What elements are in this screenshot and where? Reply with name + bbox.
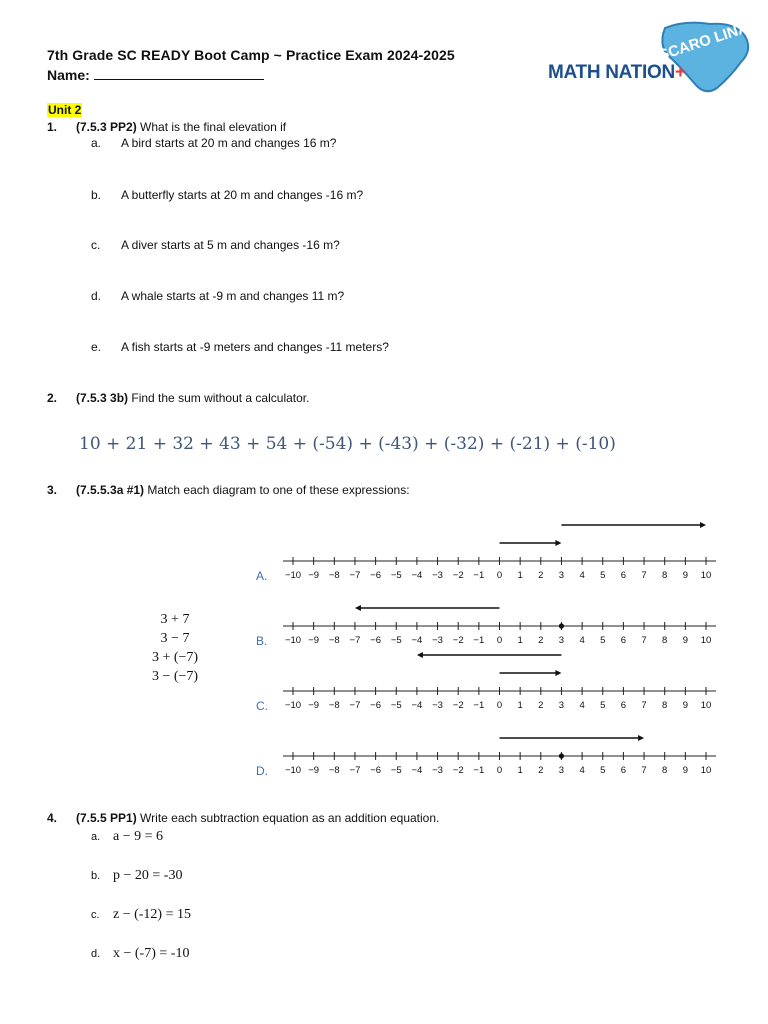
tick-label: −3 — [432, 700, 443, 711]
tick-label: 2 — [538, 765, 544, 776]
tick-label: 9 — [682, 765, 688, 776]
tick-label: −1 — [473, 635, 485, 646]
tick-label: −9 — [308, 765, 320, 776]
tick-label: −10 — [284, 635, 302, 646]
tick-label: −7 — [349, 635, 361, 646]
tick-label: 9 — [682, 700, 688, 711]
tick-label: 1 — [517, 765, 523, 776]
tick-label: −6 — [370, 635, 382, 646]
question-1-code: (7.5.3 PP2) — [76, 120, 137, 134]
q1-item-b-letter: b. — [91, 188, 102, 202]
tick-label: 2 — [538, 570, 544, 581]
tick-label: 8 — [662, 570, 668, 581]
tick-label: −2 — [452, 570, 464, 581]
tick-label: −4 — [411, 765, 423, 776]
tick-label: −2 — [452, 635, 464, 646]
tick-label: −6 — [370, 765, 382, 776]
tick-label: 5 — [600, 700, 606, 711]
question-2-number: 2. — [47, 391, 58, 405]
q4-item-d-letter: d. — [91, 948, 101, 960]
diagram-c-label: C. — [256, 699, 268, 713]
tick-label: 0 — [496, 700, 503, 711]
q1-item-d-letter: d. — [91, 289, 102, 303]
tick-label: −2 — [452, 765, 464, 776]
worksheet-title: 7th Grade SC READY Boot Camp ~ Practice Exam 2024-2025 — [47, 47, 455, 63]
tick-label: 4 — [579, 570, 585, 581]
q4-item-d-equation: x − (-7) = -10 — [113, 946, 190, 961]
tick-label: 7 — [641, 635, 647, 646]
tick-label: 1 — [517, 700, 523, 711]
tick-label: −5 — [390, 635, 402, 646]
diagram-b-label: B. — [256, 634, 268, 648]
tick-label: 0 — [496, 570, 503, 581]
expression-4: 3 − (−7) — [151, 669, 199, 684]
tick-label: 3 — [558, 765, 565, 776]
question-4-number: 4. — [47, 811, 58, 825]
diagram-a-label: A. — [256, 569, 268, 583]
tick-label: −6 — [370, 700, 382, 711]
tick-label: −9 — [308, 635, 320, 646]
tick-label: 8 — [662, 765, 668, 776]
arrow-d-1-head — [638, 735, 644, 741]
tick-label: 9 — [682, 635, 688, 646]
point-dot — [559, 753, 564, 758]
q4-item-c-letter: c. — [91, 909, 100, 921]
question-4-prompt — [76, 811, 439, 825]
tick-label: 4 — [579, 635, 585, 646]
tick-label: 7 — [641, 765, 647, 776]
tick-label: 3 — [558, 570, 565, 581]
tick-label: 0 — [496, 765, 503, 776]
q1-item-a-text: A bird starts at 20 m and changes 16 m? — [121, 136, 337, 150]
arrow-a-1-head — [555, 540, 561, 546]
tick-label: 4 — [579, 765, 585, 776]
question-1-number: 1. — [47, 120, 58, 134]
point-dot — [559, 623, 564, 628]
tick-label: −3 — [432, 765, 443, 776]
tick-label: −10 — [284, 700, 302, 711]
q1-item-c-text: A diver starts at 5 m and changes -16 m? — [121, 238, 340, 252]
q1-item-a-letter: a. — [91, 136, 102, 150]
expression-1: 3 + 7 — [160, 612, 190, 627]
tick-label: −4 — [411, 700, 423, 711]
tick-label: 3 — [558, 700, 565, 711]
tick-label: 8 — [662, 635, 668, 646]
badge-text: SCARO LINA — [656, 19, 751, 65]
q4-item-a-equation: a − 9 = 6 — [113, 829, 164, 844]
question-4-text: Write each subtraction equation as an addition equation. — [140, 811, 440, 825]
tick-label: 10 — [700, 635, 712, 646]
tick-label: −7 — [349, 765, 361, 776]
tick-label: −8 — [328, 635, 340, 646]
tick-label: −7 — [349, 700, 361, 711]
q4-item-b-equation: p − 20 = -30 — [113, 868, 183, 883]
q4-item-c-equation: z − (-12) = 15 — [113, 907, 191, 922]
diagram-d-label: D. — [256, 764, 268, 778]
tick-label: −2 — [452, 700, 464, 711]
tick-label: 7 — [641, 700, 647, 711]
tick-label: 1 — [517, 635, 523, 646]
tick-label: 2 — [538, 635, 544, 646]
unit-heading: Unit 2 — [48, 103, 82, 117]
question-1-text: What is the final elevation if — [140, 120, 287, 134]
tick-label: 5 — [600, 765, 606, 776]
question-3-code: (7.5.5.3a #1) — [76, 483, 145, 497]
expression-2: 3 − 7 — [160, 631, 190, 646]
tick-label: 9 — [682, 570, 688, 581]
q4-item-b-letter: b. — [91, 870, 101, 882]
tick-label: −4 — [411, 570, 423, 581]
tick-label: −3 — [432, 570, 443, 581]
tick-label: −1 — [473, 570, 485, 581]
tick-label: 10 — [700, 700, 712, 711]
arrow-c-1-head — [555, 670, 561, 676]
tick-label: −6 — [370, 570, 382, 581]
tick-label: −1 — [473, 765, 485, 776]
q4-item-a-letter: a. — [91, 831, 101, 843]
q1-item-d-text: A whale starts at -9 m and changes 11 m? — [121, 289, 345, 303]
q1-item-e-text: A fish starts at -9 meters and changes -11 meters? — [121, 340, 389, 354]
arrow-a-2-head — [700, 522, 706, 528]
tick-label: −9 — [308, 700, 320, 711]
tick-label: 8 — [662, 700, 668, 711]
q1-item-e-letter: e. — [91, 340, 102, 354]
arrow-b-1-head — [355, 605, 361, 611]
tick-label: −10 — [284, 765, 302, 776]
tick-label: −7 — [349, 570, 361, 581]
question-4-code: (7.5.5 PP1) — [76, 811, 137, 825]
tick-label: −8 — [328, 765, 340, 776]
tick-label: 5 — [600, 570, 606, 581]
question-2-text: Find the sum without a calculator. — [131, 391, 310, 405]
tick-label: 0 — [496, 635, 503, 646]
tick-label: 5 — [600, 635, 606, 646]
tick-label: 7 — [641, 570, 647, 581]
tick-label: 6 — [620, 635, 627, 646]
tick-label: −5 — [390, 765, 402, 776]
tick-label: −8 — [328, 570, 340, 581]
tick-label: −3 — [432, 635, 443, 646]
tick-label: 6 — [620, 570, 627, 581]
tick-label: 2 — [538, 700, 544, 711]
arrow-c-2-head — [417, 652, 423, 658]
question-3-text: Match each diagram to one of these expressions: — [147, 483, 410, 497]
tick-label: 10 — [700, 570, 712, 581]
tick-label: −4 — [411, 635, 423, 646]
tick-label: −8 — [328, 700, 340, 711]
tick-label: 4 — [579, 700, 585, 711]
tick-label: 10 — [700, 765, 712, 776]
tick-label: −5 — [390, 570, 402, 581]
plus-icon: + — [674, 62, 686, 83]
tick-label: 6 — [620, 700, 627, 711]
question-2-code: (7.5.3 3b) — [76, 391, 129, 405]
tick-label: 1 — [517, 570, 523, 581]
tick-label: 3 — [558, 635, 565, 646]
tick-label: −10 — [284, 570, 302, 581]
sum-expression: 10 + 21 + 32 + 43 + 54 + (-54) + (-43) + (-32) + (-21) + (-10) — [79, 434, 616, 454]
tick-label: 6 — [620, 765, 627, 776]
tick-label: −1 — [473, 700, 485, 711]
tick-label: −5 — [390, 700, 402, 711]
logo-wordmark: MATH NATION — [548, 62, 675, 83]
q1-item-b-text: A butterfly starts at 20 m and changes -16 m? — [121, 188, 364, 202]
q1-item-c-letter: c. — [91, 238, 101, 252]
tick-label: −9 — [308, 570, 320, 581]
expression-3: 3 + (−7) — [151, 650, 199, 665]
question-3-number: 3. — [47, 483, 58, 497]
name-label: Name: — [47, 67, 90, 83]
